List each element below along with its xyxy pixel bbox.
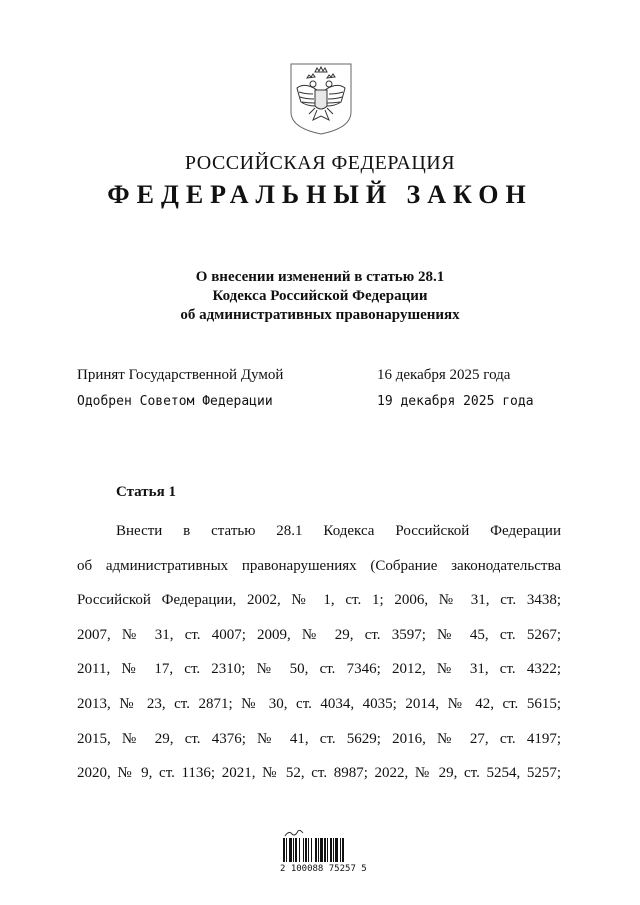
- adoption-label: Одобрен Советом Федерации: [77, 394, 273, 409]
- article-line: Российской Федерации, 2002, № 1, ст. 1; 2006, № 31, ст. 3438;: [77, 592, 561, 609]
- coat-of-arms-icon: [289, 62, 353, 136]
- barcode-number: 2 100088 75257 5: [280, 864, 367, 874]
- article-heading: Статья 1: [116, 484, 176, 500]
- law-title-line: Кодекса Российской Федерации: [212, 288, 428, 304]
- law-title-line: об административных правонарушениях: [180, 307, 460, 323]
- article-body: [77, 514, 561, 791]
- article-line: 2007, № 31, ст. 4007; 2009, № 29, ст. 3597; № 45, ст. 5267;: [77, 626, 561, 643]
- document-type: ФЕДЕРАЛЬНЫЙ ЗАКОН: [107, 180, 533, 209]
- article-line: об административных правонарушениях (Собрание законодательства: [77, 557, 561, 574]
- article-line: 2011, № 17, ст. 2310; № 50, ст. 7346; 2012, № 31, ст. 4322;: [77, 661, 561, 678]
- article-line: 2013, № 23, ст. 2871; № 30, ст. 4034, 4035; 2014, № 42, ст. 5615;: [77, 695, 561, 712]
- article-line: 2020, № 9, ст. 1136; 2021, № 52, ст. 8987; 2022, № 29, ст. 5254, 5257;: [77, 765, 561, 782]
- adoption-date: 19 декабря 2025 года: [377, 394, 534, 409]
- adoption-date: 16 декабря 2025 года: [377, 367, 511, 383]
- adoption-label: Принят Государственной Думой: [77, 367, 284, 383]
- article-line: Внести в статью 28.1 Кодекса Российской Федерации: [116, 523, 561, 539]
- signature-mark-icon: [284, 828, 304, 838]
- law-title: [0, 268, 640, 325]
- article-line: 2015, № 29, ст. 4376; № 41, ст. 5629; 2016, № 27, ст. 4197;: [77, 730, 561, 747]
- barcode-icon: [283, 838, 363, 862]
- country-name: РОССИЙСКАЯ ФЕДЕРАЦИЯ: [184, 152, 456, 174]
- law-title-line: О внесении изменений в статью 28.1: [195, 269, 445, 285]
